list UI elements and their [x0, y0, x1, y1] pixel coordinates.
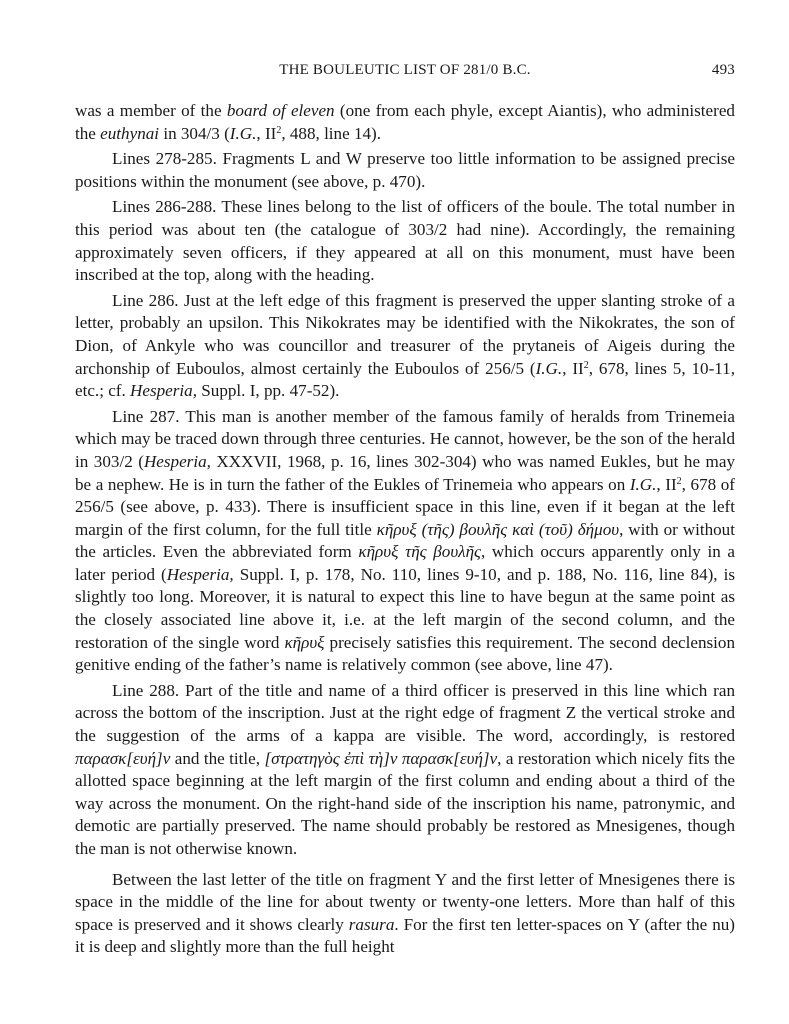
paragraph-rasura: Between the last letter of the title on fragment Y and the first letter of Mnesigenes there is space in the middle of the line for about twenty or twenty-one letters. More than half of this space is preserved and it shows clearly rasura. For the first ten letter-spaces on Y (after the nu) it is deep and slightly more than the full height	[75, 869, 735, 957]
greek-text: [στρατηγὸς ἐπὶ τὴ]ν παρασκ[ευή]ν	[264, 748, 498, 768]
greek-text: κῆρυξ	[284, 632, 325, 652]
paragraph-line-287: Line 287. This man is another member of the famous family of heralds from Trinemeia which may be traced down through three centuries. He cannot, however, be the son of the herald in 303/2 (Hesperia, XXXVII, 1968, p. 16, lines 302-304) who was named Eukles, but he may be a nephew. He is in turn the father of the Eukles of Trinemeia who appears on I.G., $II^2$, 678 of 256/5 (see above, p. 433). There is insufficient space in this line, even if it began at the left margin of the first column, for the full title κῆρυξ (τῆς) βουλῆς καὶ (τοῦ) δήμου, with or without the articles. Even the abbreviated form κῆρυξ τῆς βουλῆς, which occurs apparently only in a later period (Hesperia, Suppl. I, p. 178, No. 110, lines 9-10, and p. 188, No. 116, line 84), is slightly too long. Moreover, it is natural to expect this line to have begun at the same point as the closely associated line above it, i.e. at the left margin of the second column, and the restoration of the single word κῆρυξ precisely satisfies this requirement. The second declension genitive ending of the father’s name is relatively common (see above, line 47).	[75, 406, 735, 675]
page-number: 493	[711, 62, 735, 78]
greek-text: κῆρυξ (τῆς) βουλῆς καὶ (τοῦ) δήμου	[376, 519, 620, 539]
running-header	[75, 62, 735, 84]
paragraph-line-286: Line 286. Just at the left edge of this fragment is preserved the upper slanting stroke of a letter, probably an upsilon. This Nikokrates may be identified with the Nikokrates, the son of Dion, of Ankyle who was councillor and treasurer of the prytaneis of Aigeis during the archonship of Euboulos, almost certainly the Euboulos of 256/5 (I.G., $II^2$, 678, lines 5, 10-11, etc.; cf. Hesperia, Suppl. I, pp. 47-52).	[75, 290, 735, 401]
paragraph-lines-278-285: Lines 278-285. Fragments L and W preserve too little information to be assigned precise positions within the monument (see above, p. 470).	[75, 149, 735, 191]
body-text	[75, 100, 735, 962]
greek-text: κῆρυξ τῆς βουλῆς	[358, 542, 481, 562]
paragraph-line-288: Line 288. Part of the title and name of a third officer is preserved in this line which ran across the bottom of the inscription. Just at the right edge of fragment Z the vertical stroke and the suggestion of the arms of a kappa are visible. The word, accordingly, is restored παρασκ[ευή]ν and the title, [στρατηγὸς ἐπὶ τὴ]ν παρασκ[ευή]ν, a restoration which nicely fits the allotted space beginning at the left margin of the first column and ending about a third of the way across the monument. On the right-hand side of the inscription his name, patronymic, and demotic are partially preserved. The name should probably be restored as Mnesigenes, though the man is not otherwise known.	[75, 680, 736, 858]
greek-text: παρασκ[ευή]ν	[75, 748, 171, 768]
paragraph-lines-286-288: Lines 286-288. These lines belong to the list of officers of the boule. The total number in this period was about ten (the catalogue of 303/2 had nine). Accordingly, the remaining approximately seven officers, if they appeared at all on this monument, must have been inscribed at the top, along with the heading.	[75, 197, 735, 285]
paragraph-continuation: was a member of the board of eleven (one from each phyle, except Aiantis), who administered the euthynai in 304/3 (I.G., $II^2$, 488, line 14).	[75, 101, 735, 143]
running-title: THE BOULEUTIC LIST OF 281/0 B.C.	[279, 62, 531, 78]
